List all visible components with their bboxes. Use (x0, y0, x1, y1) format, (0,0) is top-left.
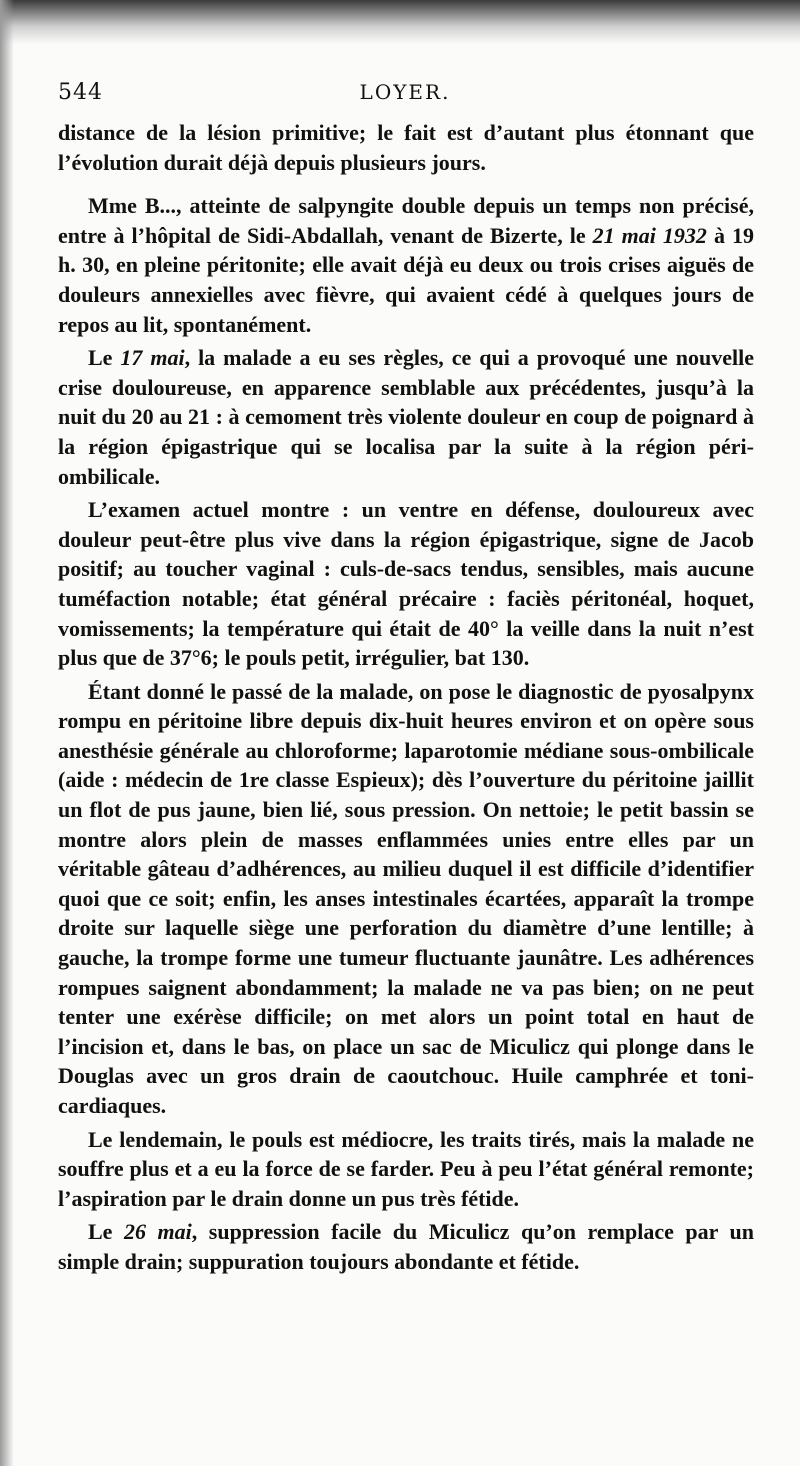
date-drain-removal: 26 mai (123, 1219, 192, 1245)
body-text (58, 118, 754, 1277)
text-segment: , suppression facile du Miculicz qu’on remplace par un simple drain; suppuration toujours abondante et fétide. (58, 1219, 754, 1274)
paragraph-next-day (58, 1125, 754, 1214)
paragraph-continuation (58, 118, 754, 177)
page-header (58, 76, 752, 116)
paragraph-operation (58, 677, 754, 1121)
date-onset: 17 mai (120, 345, 185, 371)
text-segment: Le lendemain, le pouls est médiocre, les traits tirés, mais la malade ne souffre plus et a eu la force de se farder. Peu à peu l’état général remonte; l’aspiration par le drain donne un pus très fétide. (58, 1126, 754, 1211)
paragraph-history (58, 343, 754, 491)
text-segment: distance de la lésion primitive; le fait est d’autant plus étonnant que l’évolution durait déjà depuis plusieurs jours. (58, 120, 754, 175)
text-segment: L’examen actuel montre : un ventre en défense, douloureux avec douleur peut-être plus vive dans la région épigastrique, signe de Jacob positif; au toucher vaginal : culs-de-sacs tendus, sensibles, mais aucune tuméfaction notable; état général précaire : faciès péritonéal, hoquet, vomissements; la température qui était de 40° la veille dans la nuit n’est plus que de 37°6; le pouls petit, irrégulier, bat 130. (58, 497, 754, 671)
scan-left-edge-shadow (0, 0, 14, 1466)
text-segment: à 19 h. 30, en pleine péritonite; elle avait déjà eu deux ou trois crises aiguës de douleurs annexielles avec fièvre, qui avaient cédé à quelques jours de repos au lit, spontanément. (58, 222, 754, 337)
text-segment: Mme B..., atteinte de salpyngite double depuis un temps non précisé, entre à l’hôpital de Sidi-Abdallah, venant de Bizerte, le (58, 193, 754, 248)
date-admission: 21 mai 1932 (592, 222, 707, 248)
text-segment: Étant donné le passé de la malade, on pose le diagnostic de pyosalpynx rompu en péritoine libre depuis dix-huit heures environ et on opère sous anesthésie générale au chloroforme; laparotomie médiane sous-ombilicale (aide : médecin de 1re classe Espieux); dès l’ouverture du péritoine jaillit un flot de pus jaune, bien lié, sous pression. On nettoie; le petit bassin se montre alors plein de masses enflammées unies entre elles par un véritable gâteau d’adhérences, au milieu duquel il est difficile d’identifier quoi que ce soit; enfin, les anses intestinales écartées, apparaît la trompe droite sur laquelle siège une perforation du diamètre d’une lentille; à gauche, la trompe forme une tumeur fluctuante jaunâtre. Les adhérences rompues saignent abondamment; la malade ne va pas bien; on ne peut tenter une exérèse difficile; on met alors un point total en haut de l’incision et, dans le bas, on place un sac de Miculicz qui plonge dans le Douglas avec un gros drain de caoutchouc. Huile camphrée et toni-cardiaques. (58, 678, 754, 1118)
scan-top-edge-shadow (0, 0, 800, 44)
page-number: 544 (58, 80, 103, 105)
paragraph-case-intro (58, 191, 754, 339)
paragraph-examination (58, 495, 754, 673)
text-segment: Le (88, 1219, 124, 1245)
text-segment: Le (88, 345, 121, 371)
text-segment: , la malade a eu ses règles, ce qui a provoqué une nouvelle crise douloureuse, en apparence semblable aux précédentes, jusqu’à la nuit du 20 au 21 : à cemoment très violente douleur en coup de poignard à la région épigastrique qui se localisa par la suite à la région péri-ombilicale. (58, 345, 754, 489)
paragraph-follow-up (58, 1217, 754, 1276)
running-head: LOYER. (359, 80, 451, 104)
